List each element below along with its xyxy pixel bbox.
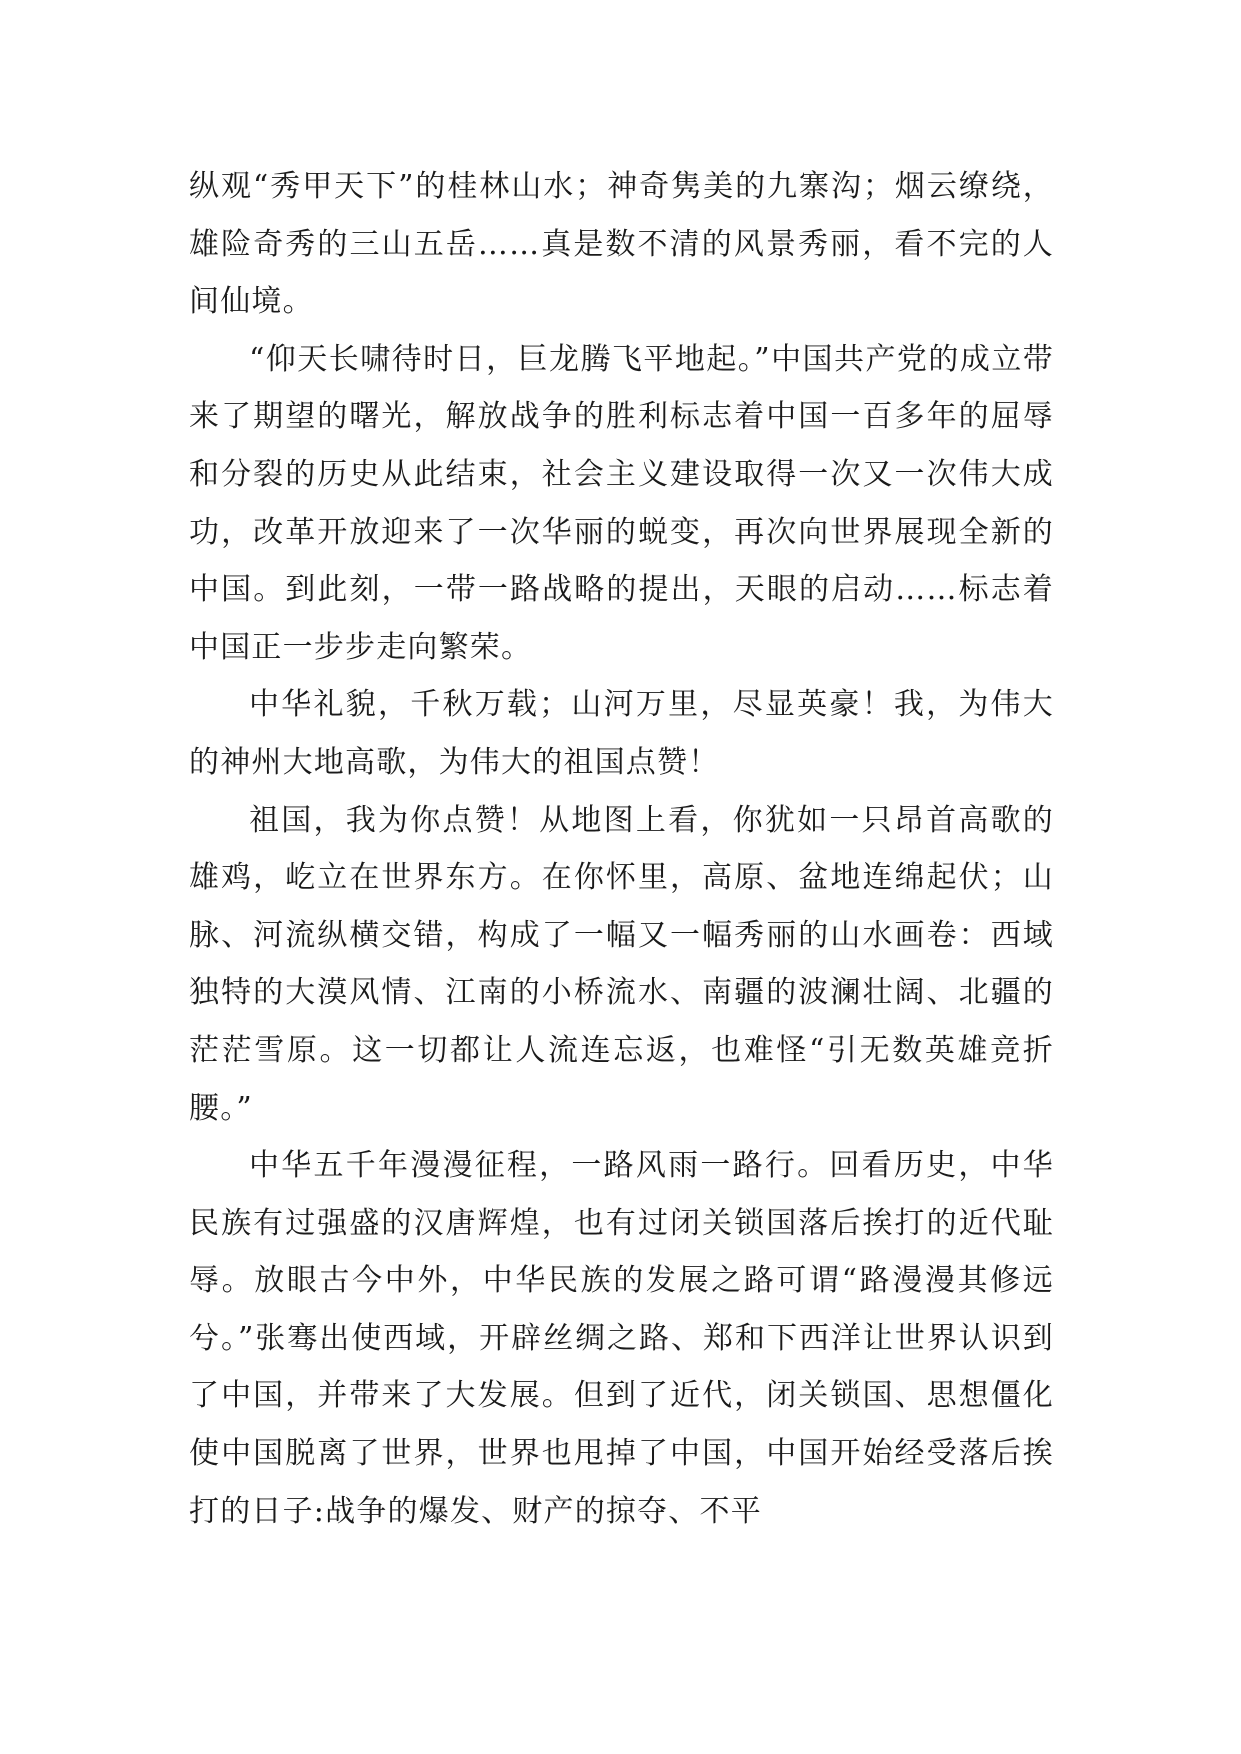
paragraph-4: 祖国，我为你点赞！从地图上看，你犹如一只昂首高歌的雄鸡，屹立在世界东方。在你怀里，高原、盆地连绵起伏；山脉、河流纵横交错，构成了一幅又一幅秀丽的山水画卷：西域独特的大漠风情、江南的小桥流水、南疆的波澜壮阔、北疆的茫茫雪原。这一切都让人流连忘返，也难怪“引无数英雄竞折腰。” xyxy=(189,802,1054,1126)
paragraph-3: 中华礼貌，千秋万载；山河万里，尽显英豪！我，为伟大的神州大地高歌，为伟大的祖国点赞！ xyxy=(189,687,1054,780)
document-body xyxy=(189,158,1054,1540)
paragraph-5: 中华五千年漫漫征程，一路风雨一路行。回看历史，中华民族有过强盛的汉唐辉煌，也有过闭关锁国落后挨打的近代耻辱。放眼古今中外，中华民族的发展之路可谓“路漫漫其修远兮。”张骞出使西域，开辟丝绸之路、郑和下西洋让世界认识到了中国，并带来了大发展。但到了近代，闭关锁国、思想僵化使中国脱离了世界，世界也甩掉了中国，中国开始经受落后挨打的日子:战争的爆发、财产的掠夺、不平 xyxy=(189,1148,1054,1529)
paragraph-1: 纵观“秀甲天下”的桂林山水；神奇隽美的九寨沟；烟云缭绕，雄险奇秀的三山五岳……真是数不清的风景秀丽，看不完的人间仙境。 xyxy=(189,169,1054,320)
paragraph-2: “仰天长啸待时日，巨龙腾飞平地起。”中国共产党的成立带来了期望的曙光，解放战争的胜利标志着中国一百多年的屈辱和分裂的历史从此结束，社会主义建设取得一次又一次伟大成功，改革开放迎来了一次华丽的蜕变，再次向世界展现全新的中国。到此刻，一带一路战略的提出，天眼的启动……标志着中国正一步步走向繁荣。 xyxy=(189,341,1054,665)
